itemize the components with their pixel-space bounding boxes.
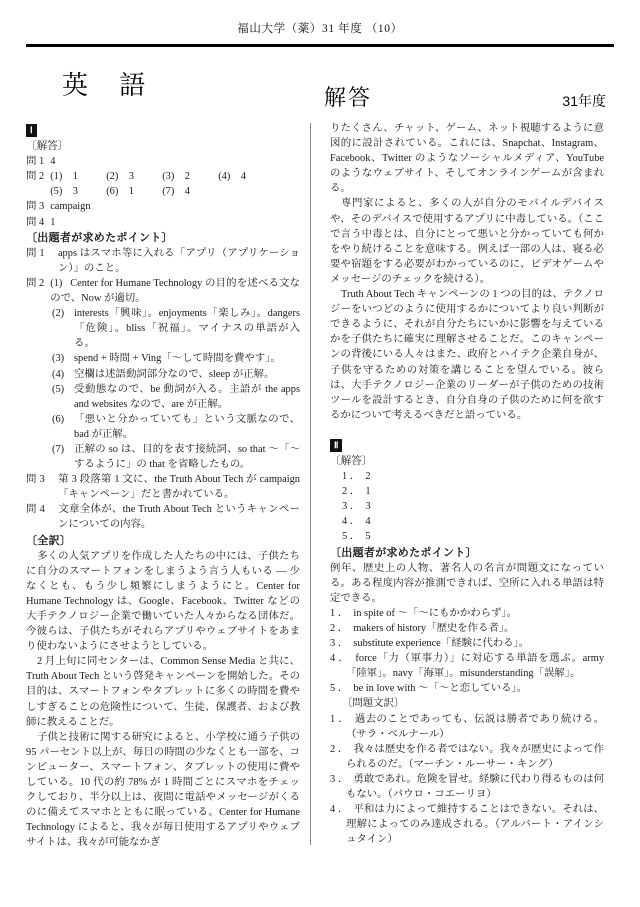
answer-num: 5 ． xyxy=(342,531,355,543)
section-2-translation-heading: 〔問題文訳〕 xyxy=(342,698,405,710)
point-subitem xyxy=(26,351,300,366)
answer-cell: (6) 1 xyxy=(106,186,134,198)
answer-num: 2 ． xyxy=(342,486,355,498)
answer-cell: (4) 4 xyxy=(218,171,246,183)
point-subnum: (1) xyxy=(50,277,63,289)
answer-label: 問 1 xyxy=(26,156,45,168)
answer-row xyxy=(330,469,604,484)
answer-row-q1 xyxy=(26,154,300,169)
translation-paragraph: りたくさん、チャット、ゲーム、ネット視聴するように意図的に設計されている。これには、Snapchat、Instagram、Facebook、Twitter のようなソーシャルメディア、YouTube のようなウェブサイト、そしてオンラインゲームが含まれる。 xyxy=(330,123,604,195)
point-text: force「力（軍事力）」に対応する単語を選ぶ。army「陸軍」。navy「海軍」。misunderstanding「誤解」。 xyxy=(346,653,605,680)
answer-label: 問 3 xyxy=(26,201,45,213)
translation-num: 1 ． xyxy=(330,713,344,725)
answer-cell: (5) 3 xyxy=(50,186,78,198)
answer-label: 問 4 xyxy=(26,216,45,228)
point-subnum: (3) xyxy=(52,353,65,365)
translation-paragraph: 多くの人気アプリを作成した人たちの中には、子供たちに自分のスマートフォンをしまうよう言う人もいる ― 少なくとも、もう少し頻繁にしまうようにと。Center for Humane Technology は、Google、Facebook、Twitter などの大手テクノロジー企業で働いていた人々からなる団体だ。今彼らは、子供たちがそれらアプリやウェブサイトをあまり使わないようにさせようとしている。 xyxy=(26,550,300,653)
translation-paragraph: 子供と技術に関する研究によると、小学校に通う子供の 95 パーセント以上が、毎日の時間の少なくとも一部を、コンピューター、スマートフォン、タブレットの使用に費やしている。10 代の約 78% が 1 時間ごとにスマホをチェックしており、半分以上は、夜間に電話やメッセージがくるのに備えてスマホとともに眠っている。Center for Humane Technology によると、我々が毎日使用するアプリやウェブサイトは、我々が可能なかぎ xyxy=(26,731,300,849)
page-title: 英 語 xyxy=(62,70,158,100)
section-1-answers-heading: 〔解答〕 xyxy=(26,141,69,153)
left-column xyxy=(26,121,310,851)
section-1-points-heading: 〔出題者が求めたポイント〕 xyxy=(26,231,173,244)
answer-row xyxy=(330,499,604,514)
point-num: 2 ． xyxy=(330,623,343,634)
answer-grid xyxy=(50,169,300,199)
point-subnum: (7) xyxy=(52,443,65,455)
section-marker-1: Ⅰ xyxy=(26,124,37,137)
translation-text: 過去のことであっても、伝説は勝者であり続ける。（サラ・ベルナール） xyxy=(346,713,605,740)
answer-cell: (1) 1 xyxy=(50,171,78,183)
answer-row-q4 xyxy=(26,215,300,230)
translation-item xyxy=(330,712,604,742)
point-item xyxy=(330,681,604,696)
answer-value: 1 xyxy=(365,486,371,498)
translation-paragraph: 2 月上旬に同センターは、Common Sense Media と共に、Truth About Tech という啓発キャンペーンを開始した。その目的は、スマートフォンやタブレットに多くの時間を費やしすぎることの危険性について、生徒、保護者、および教師に教えることだ。 xyxy=(26,656,300,728)
point-item-q4 xyxy=(26,502,300,532)
answer-value: 4 xyxy=(365,516,371,528)
answer-value: 2 xyxy=(365,471,371,483)
answer-value: 3 xyxy=(365,501,371,513)
answer-cell: (2) 3 xyxy=(106,171,134,183)
point-item xyxy=(330,636,604,651)
point-text: 第 3 段落第 1 文に、the Truth About Tech が campaign「キャンペーン」だと書かれている。 xyxy=(58,474,301,501)
answer-row xyxy=(330,529,604,544)
translation-text: 勇敢であれ。危険を冒せ。経験に代わり得るものは何もない。（パウロ・コエーリヨ） xyxy=(346,773,605,801)
point-subtext: interests「興味」。enjoyments「楽しみ」。dangers「危険」。bliss「祝福」。マイナスの単語が入る。 xyxy=(74,308,300,350)
point-num: 4 ． xyxy=(330,653,345,665)
translation-item xyxy=(330,742,604,772)
running-head: 福山大学（薬）31 年度 （10） xyxy=(237,23,403,35)
answer-value: 1 xyxy=(50,216,56,228)
translation-paragraph: Truth About Tech キャンペーンの 1 つの目的は、テクノロジーをいつどのように使用するかについてより良い判断ができるように、それが自分たちにいかに影響を与えているかを子供たちに確実に理解させることだ。このキャンペーンの背後にいる人々はまた、政府とハイテク企業自身が、子供を守るための対策を講じることを望んでいる。彼らは、大手テクノロジー企業のリーダーが子供のための技術ツールを設計するとき、自分自身の子供のために何を欲するかについて考えるべきだと語っている。 xyxy=(330,289,604,421)
point-text: in spite of ～「～にもかかわらず」。 xyxy=(353,607,518,619)
column-divider xyxy=(310,123,311,845)
answer-row-q2 xyxy=(26,169,300,199)
point-num: 1 ． xyxy=(330,607,343,619)
translation-paragraph: 専門家によると、多くの人が自分のモバイルデバイスや、そのデバイスで使用するアプリに中毒している。（ここで言う中毒とは、自分にとって悪いと分かっていても何かをやり続けることを意味する。例えば一部の人は、寝る必要や宿題をする必要がわかっているのに、ビデオゲームやメッセージのチェックを続ける）。 xyxy=(330,198,604,285)
answer-label: 問 2 xyxy=(26,171,45,183)
translation-num: 4 ． xyxy=(330,804,344,816)
point-subtext: Center for Humane Technology の目的を述べる文なので、Now が適切。 xyxy=(50,277,300,305)
point-subitem xyxy=(50,276,300,306)
translation-text: 我々は歴史を作る者ではない。我々が歴史によって作られるのだ。（マーチン・ルーサー・キング） xyxy=(346,743,605,770)
translation-num: 2 ． xyxy=(330,743,344,755)
point-label: 問 2 xyxy=(26,277,45,289)
answer-num: 3 ． xyxy=(342,501,355,513)
point-label: 問 3 xyxy=(26,474,45,486)
point-subtext: 受動態なので、be 動詞が入る。主語が the apps and websites なので、are が正解。 xyxy=(74,383,300,410)
section-1-translation-heading: 〔全訳〕 xyxy=(26,534,72,547)
point-subitem xyxy=(26,306,300,351)
point-text: substitute experience「経験に代わる」。 xyxy=(353,638,530,650)
answer-cell: (7) 4 xyxy=(162,186,190,198)
answer-value: campaign xyxy=(50,201,91,213)
right-column xyxy=(310,121,604,847)
translation-item xyxy=(330,802,604,847)
point-item-q3 xyxy=(26,472,300,502)
answer-value: 4 xyxy=(50,156,56,168)
point-text: apps はスマホ等に入れる「アプリ（アプリケーション）」のこと。 xyxy=(57,247,301,274)
point-subitem xyxy=(26,412,300,442)
answer-row-q3 xyxy=(26,199,300,214)
point-subtext: 空欄は述語動詞部分なので、sleep が正解。 xyxy=(74,368,275,380)
section-marker-2: Ⅱ xyxy=(330,439,342,452)
section-2-points-heading: 〔出題者が求めたポイント〕 xyxy=(330,546,477,559)
answer-row xyxy=(330,484,604,499)
translation-num: 3 ． xyxy=(330,773,344,785)
translation-text: 平和は力によって維持することはできない。それは、理解によってのみ達成される。（アルバート・アインシュタイン） xyxy=(346,804,605,846)
point-text: be in love with ～「～と恋している」。 xyxy=(353,683,528,695)
section-spacer xyxy=(330,423,604,436)
point-item xyxy=(330,606,604,621)
section-2-answers-heading: 〔解答〕 xyxy=(330,455,373,467)
point-subnum: (2) xyxy=(52,308,65,320)
point-label: 問 4 xyxy=(26,504,45,516)
point-item-q2 xyxy=(26,276,300,306)
answer-cell: (3) 2 xyxy=(162,171,190,183)
points-intro: 例年、歴史上の人物、著名人の名言が問題文になっている。ある程度内容が推測できれば、空所に入れる単語は特定できる。 xyxy=(330,562,604,604)
doc-type-label: 解答 xyxy=(324,85,373,110)
point-subtext: 正解の so は、目的を表す接続詞、so that ～「～するように」の that を省略したもの。 xyxy=(74,443,300,471)
translation-item xyxy=(330,772,604,802)
point-subnum: (6) xyxy=(52,413,65,425)
point-subnum: (4) xyxy=(52,368,65,380)
year-label: 31年度 xyxy=(562,93,606,109)
answer-value: 5 xyxy=(365,531,371,543)
point-subitem xyxy=(26,442,300,472)
point-text: 文章全体が、the Truth About Tech というキャンペーンについての内容。 xyxy=(58,504,300,531)
point-subitem xyxy=(26,382,300,412)
point-subitem xyxy=(26,367,300,382)
point-subnum: (5) xyxy=(52,383,65,395)
title-band xyxy=(26,47,614,121)
point-subtext: 「悪いと分かっていても」という文脈なので、bad が正解。 xyxy=(74,413,300,440)
point-text: makers of history「歴史を作る者」。 xyxy=(353,623,515,634)
point-item-q1 xyxy=(26,246,300,276)
point-num: 5 ． xyxy=(330,683,343,695)
point-label: 問 1 xyxy=(26,247,45,259)
point-item xyxy=(330,621,604,636)
point-num: 3 ． xyxy=(330,638,343,650)
point-subtext: spend + 時間 + Ving「～して時間を費やす」。 xyxy=(74,353,281,365)
answer-row xyxy=(330,514,604,529)
answer-num: 1 ． xyxy=(342,471,355,483)
two-column-body xyxy=(26,121,614,851)
point-item xyxy=(330,651,604,681)
answer-num: 4 ． xyxy=(342,516,355,528)
